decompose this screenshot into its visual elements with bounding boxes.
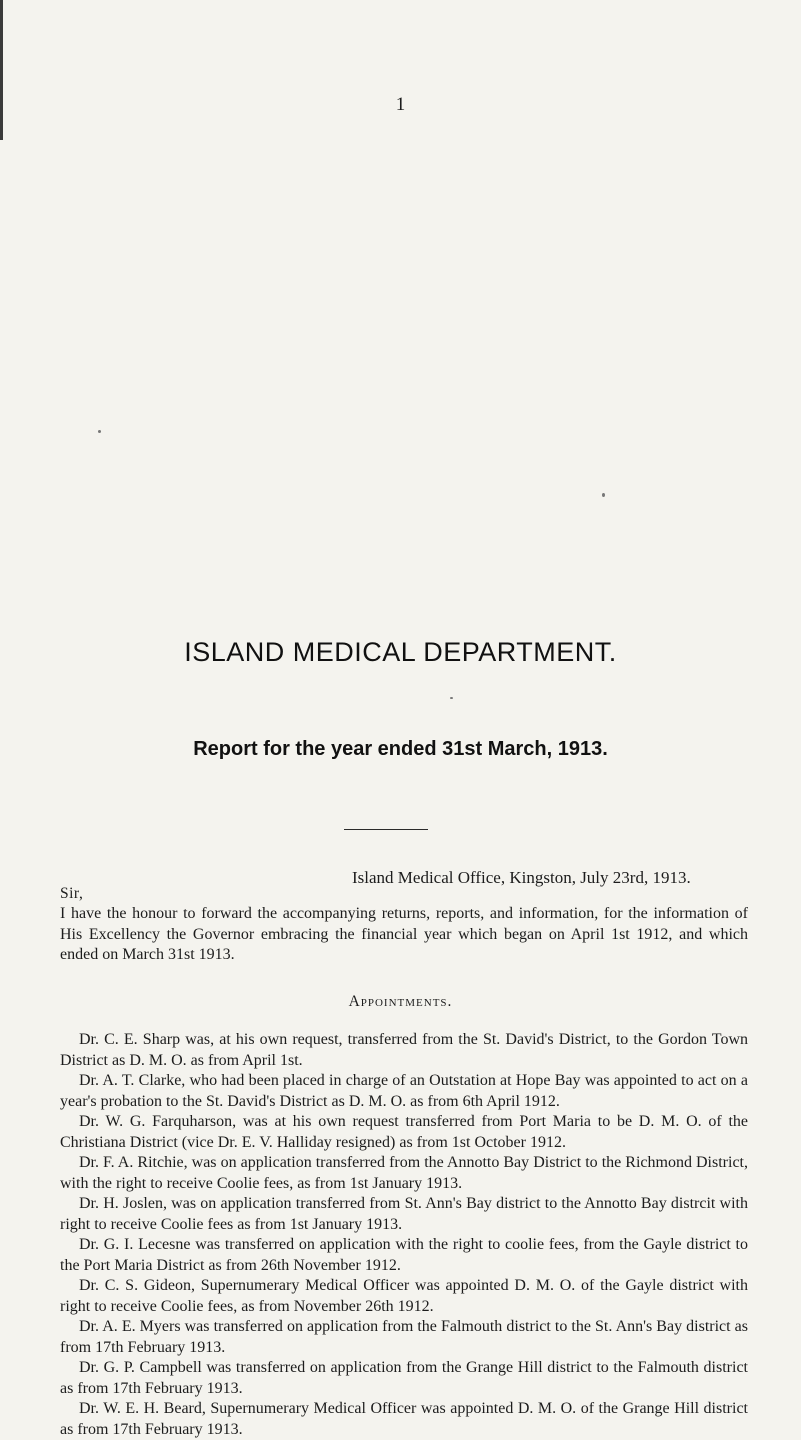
appointment-paragraph: Dr. W. E. H. Beard, Supernumerary Medical Officer was appointed D. M. O. of the Grange Hill district as from 17th February 1913. (60, 1400, 748, 1438)
appointment-paragraph: Dr. G. P. Campbell was transferred on application from the Grange Hill district to the Falmouth district as from 17th February 1913. (60, 1359, 748, 1397)
appointment-paragraph: Dr. H. Joslen, was on application transferred from St. Ann's Bay district to the Annotto Bay distrcit with right to receive Coolie fees as from 1st January 1913. (60, 1195, 748, 1233)
appointment-paragraph: Dr. A. T. Clarke, who had been placed in charge of an Outstation at Hope Bay was appointed to act on a year's probation to the St. David's District as D. M. O. as from 6th April 1912. (60, 1072, 748, 1110)
appointment-paragraph: Dr. F. A. Ritchie, was on application transferred from the Annotto Bay District to the Richmond District, with the right to receive Coolie fees, as from 1st January 1913. (60, 1154, 748, 1192)
page-number: 1 (395, 94, 406, 115)
department-title: ISLAND MEDICAL DEPARTMENT. (184, 637, 617, 667)
report-title: Report for the year ended 31st March, 1913. (193, 738, 608, 760)
appointment-paragraph: Dr. W. G. Farquharson, was at his own request transferred from Port Maria to be D. M. O. of the Christiana District (vice Dr. E. V. Halliday resigned) as from 1st October 1912. (60, 1113, 748, 1151)
appointment-paragraph: Dr. G. I. Lecesne was transferred on application with the right to coolie fees, from the Gayle district to the Port Maria District as from 26th November 1912. (60, 1236, 748, 1274)
letter-salutation: Sir, (60, 885, 84, 902)
title-divider (344, 829, 428, 830)
paper-speck (602, 493, 605, 497)
appointment-paragraph: Dr. C. E. Sharp was, at his own request, transferred from the St. David's District, to the Gordon Town District as D. M. O. as from April 1st. (60, 1031, 748, 1069)
appointments-list (60, 1030, 748, 1440)
appointments-heading: Appointments. (348, 993, 453, 1010)
appointment-paragraph: Dr. A. E. Myers was transferred on application from the Falmouth district to the St. Ann's Bay district as from 17th February 1913. (60, 1318, 748, 1356)
letter-intro-paragraph: I have the honour to forward the accompanying returns, reports, and information, for the information of His Excellency the Governor embracing the financial year which began on April 1st 1912, and which ended on March 31st 1913. (60, 905, 748, 963)
letter-dateline: Island Medical Office, Kingston, July 23rd, 1913. (352, 868, 691, 887)
appointment-paragraph: Dr. C. S. Gideon, Supernumerary Medical Officer was appointed D. M. O. of the Gayle district with right to receive Coolie fees, as from November 26th 1912. (60, 1277, 748, 1315)
paper-speck (450, 697, 453, 699)
page-edge-shadow (0, 0, 3, 140)
paper-speck (98, 430, 101, 433)
